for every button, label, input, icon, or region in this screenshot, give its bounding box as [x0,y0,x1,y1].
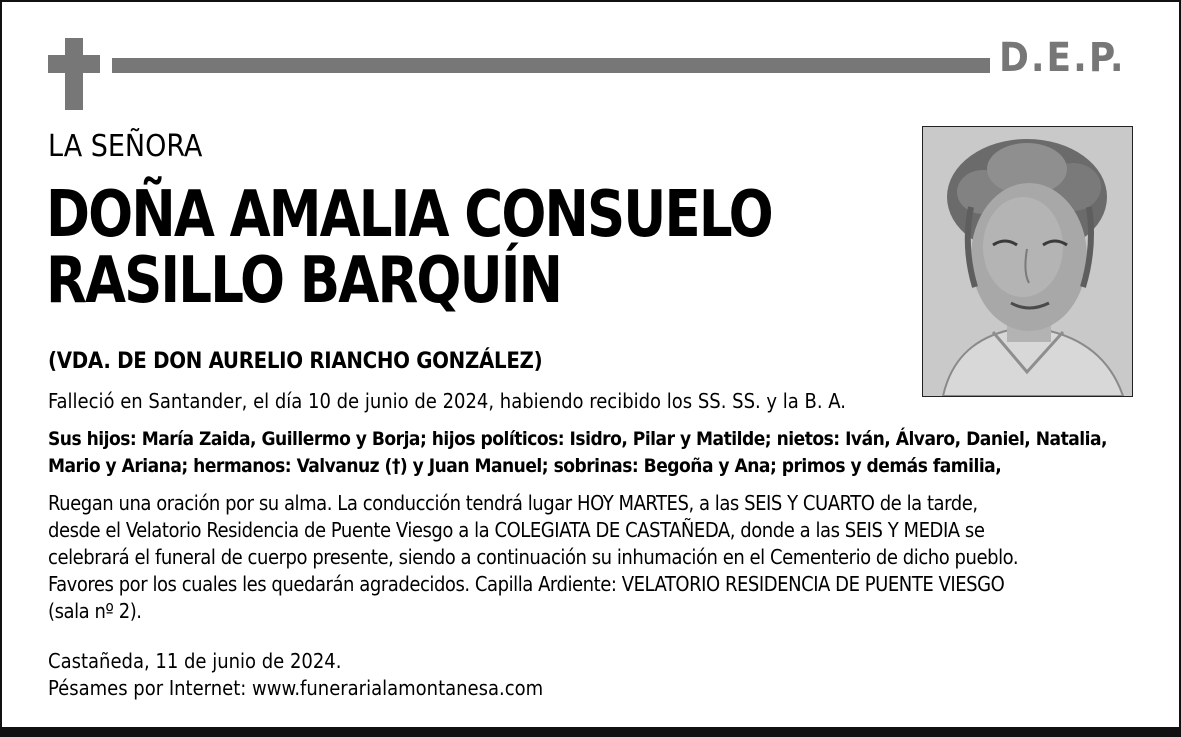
announcement-line-1: Ruegan una oración por su alma. La conducción tendrá lugar HOY MARTES, a las SEIS Y CUARTO de la tarde, [48,491,978,515]
family-list [48,426,1158,480]
header-rule [112,58,990,73]
honorific-label: LA SEÑORA [48,129,203,164]
announcement-line-4: Favores por los cuales les quedarán agradecidos. Capilla Ardiente: VELATORIO RESIDENCIA DE PUENTE VIESGO [48,572,1005,596]
announcement-line-3: celebrará el funeral de cuerpo presente, siendo a continuación su inhumación en el Cementerio de dicho pueblo. [48,545,1019,569]
deceased-name [46,178,772,318]
cross-vertical-bar [65,38,83,110]
family-line-2: Mario y Ariana; hermanos: Valvanuz (†) y Juan Manuel; sobrinas: Begoña y Ana; primos y demás familia, [48,455,1002,477]
announcement-line-2: desde el Velatorio Residencia de Puente Viesgo a la COLEGIATA DE CASTAÑEDA, donde a las SEIS Y MEDIA se [48,518,985,542]
cross-horizontal-bar [48,55,100,73]
death-statement: Falleció en Santander, el día 10 de junio de 2024, habiendo recibido los SS. SS. y la B. A. [48,389,846,413]
condolences-website: Pésames por Internet: www.funerarialamontanesa.com [48,676,544,700]
family-line-1: Sus hijos: María Zaida, Guillermo y Borja; hijos políticos: Isidro, Pilar y Matilde; nietos: Iván, Álvaro, Daniel, Natalia, [48,428,1108,450]
funeral-announcement [48,490,1158,625]
name-line-1: DOÑA AMALIA CONSUELO [46,178,772,252]
place-date: Castañeda, 11 de junio de 2024. [48,649,342,673]
widow-of: (VDA. DE DON AURELIO RIANCHO GONZÁLEZ) [48,349,543,374]
dep-heading: D.E.P. [999,35,1126,81]
portrait-illustration [923,127,1132,396]
portrait-photo [922,126,1133,397]
name-line-2: RASILLO BARQUÍN [46,244,562,318]
announcement-line-5: (sala nº 2). [48,599,142,623]
